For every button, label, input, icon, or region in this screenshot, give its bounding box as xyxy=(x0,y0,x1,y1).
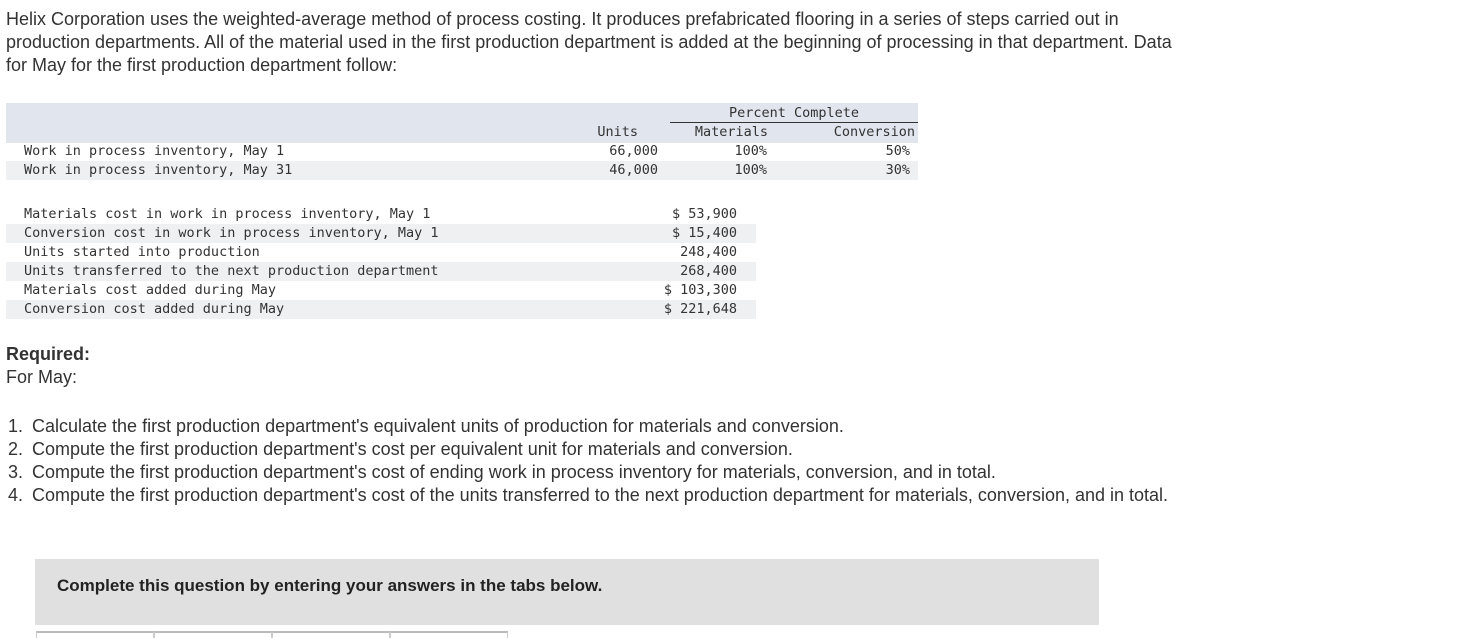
table-row-label: Work in process inventory, May 31 xyxy=(24,162,293,178)
list-item-text: Calculate the first production department's equivalent units of production for materials and conversion. xyxy=(32,416,844,436)
table-row-value: 268,400 xyxy=(680,263,737,279)
table-row-label: Units started into production xyxy=(24,244,260,260)
answer-tab[interactable] xyxy=(154,631,272,638)
table-row-materials: 100% xyxy=(734,143,767,159)
answer-tab[interactable] xyxy=(36,631,154,638)
requirements-list xyxy=(8,415,1188,507)
col-materials-header: Materials xyxy=(694,124,768,140)
table-row-label: Conversion cost added during May xyxy=(24,301,285,317)
answer-tab[interactable] xyxy=(390,631,508,638)
table-row-units: 46,000 xyxy=(609,162,658,178)
table-row-units: 66,000 xyxy=(609,143,658,159)
list-item-number: 1. xyxy=(8,416,24,436)
table-row-label: Materials cost in work in process inventory, May 1 xyxy=(24,206,431,222)
list-item-number: 4. xyxy=(8,485,24,505)
list-item-number: 3. xyxy=(8,462,24,482)
percent-complete-header: Percent Complete xyxy=(728,105,860,121)
col-units-header: Units xyxy=(597,124,638,140)
list-item xyxy=(8,415,1188,438)
required-title: Required: xyxy=(6,344,91,364)
problem-intro: Helix Corporation uses the weighted-average method of process costing. It produces prefabricated flooring in a series of steps carried out in production departments. All of the material used in the first production department is added at the beginning of processing in that department. Data for May for the first production department follow: xyxy=(6,9,1172,75)
table-row-value: 248,400 xyxy=(680,244,737,260)
complete-question-text: Complete this question by entering your answers in the tabs below. xyxy=(57,576,603,595)
complete-question-banner xyxy=(35,559,1099,625)
table-row-label: Work in process inventory, May 1 xyxy=(24,143,285,159)
table-row-value: $ 15,400 xyxy=(671,225,737,241)
col-conversion-header: Conversion xyxy=(833,124,915,140)
table-row-conversion: 30% xyxy=(885,162,910,178)
answer-tabs xyxy=(36,631,516,636)
list-item xyxy=(8,438,1188,461)
table-row-label: Conversion cost in work in process inventory, May 1 xyxy=(24,225,439,241)
required-subtitle: For May: xyxy=(6,367,78,387)
table-row-value: $ 53,900 xyxy=(671,206,737,222)
list-item-text: Compute the first production department's cost of the units transferred to the next production department for materials, conversion, and in total. xyxy=(32,485,1169,505)
list-item-text: Compute the first production department's cost of ending work in process inventory for materials, conversion, and in total. xyxy=(32,462,996,482)
list-item-text: Compute the first production department's cost per equivalent unit for materials and conversion. xyxy=(32,439,793,459)
list-item xyxy=(8,461,1188,484)
table-row-value: $ 103,300 xyxy=(663,282,737,298)
table-row-conversion: 50% xyxy=(885,143,910,159)
table-row-label: Units transferred to the next production department xyxy=(24,263,439,279)
table-row-materials: 100% xyxy=(734,162,767,178)
answer-tab[interactable] xyxy=(272,631,390,638)
list-item-number: 2. xyxy=(8,439,24,459)
table-row-label: Materials cost added during May xyxy=(24,282,276,298)
table-row-value: $ 221,648 xyxy=(663,301,737,317)
list-item xyxy=(8,484,1188,507)
